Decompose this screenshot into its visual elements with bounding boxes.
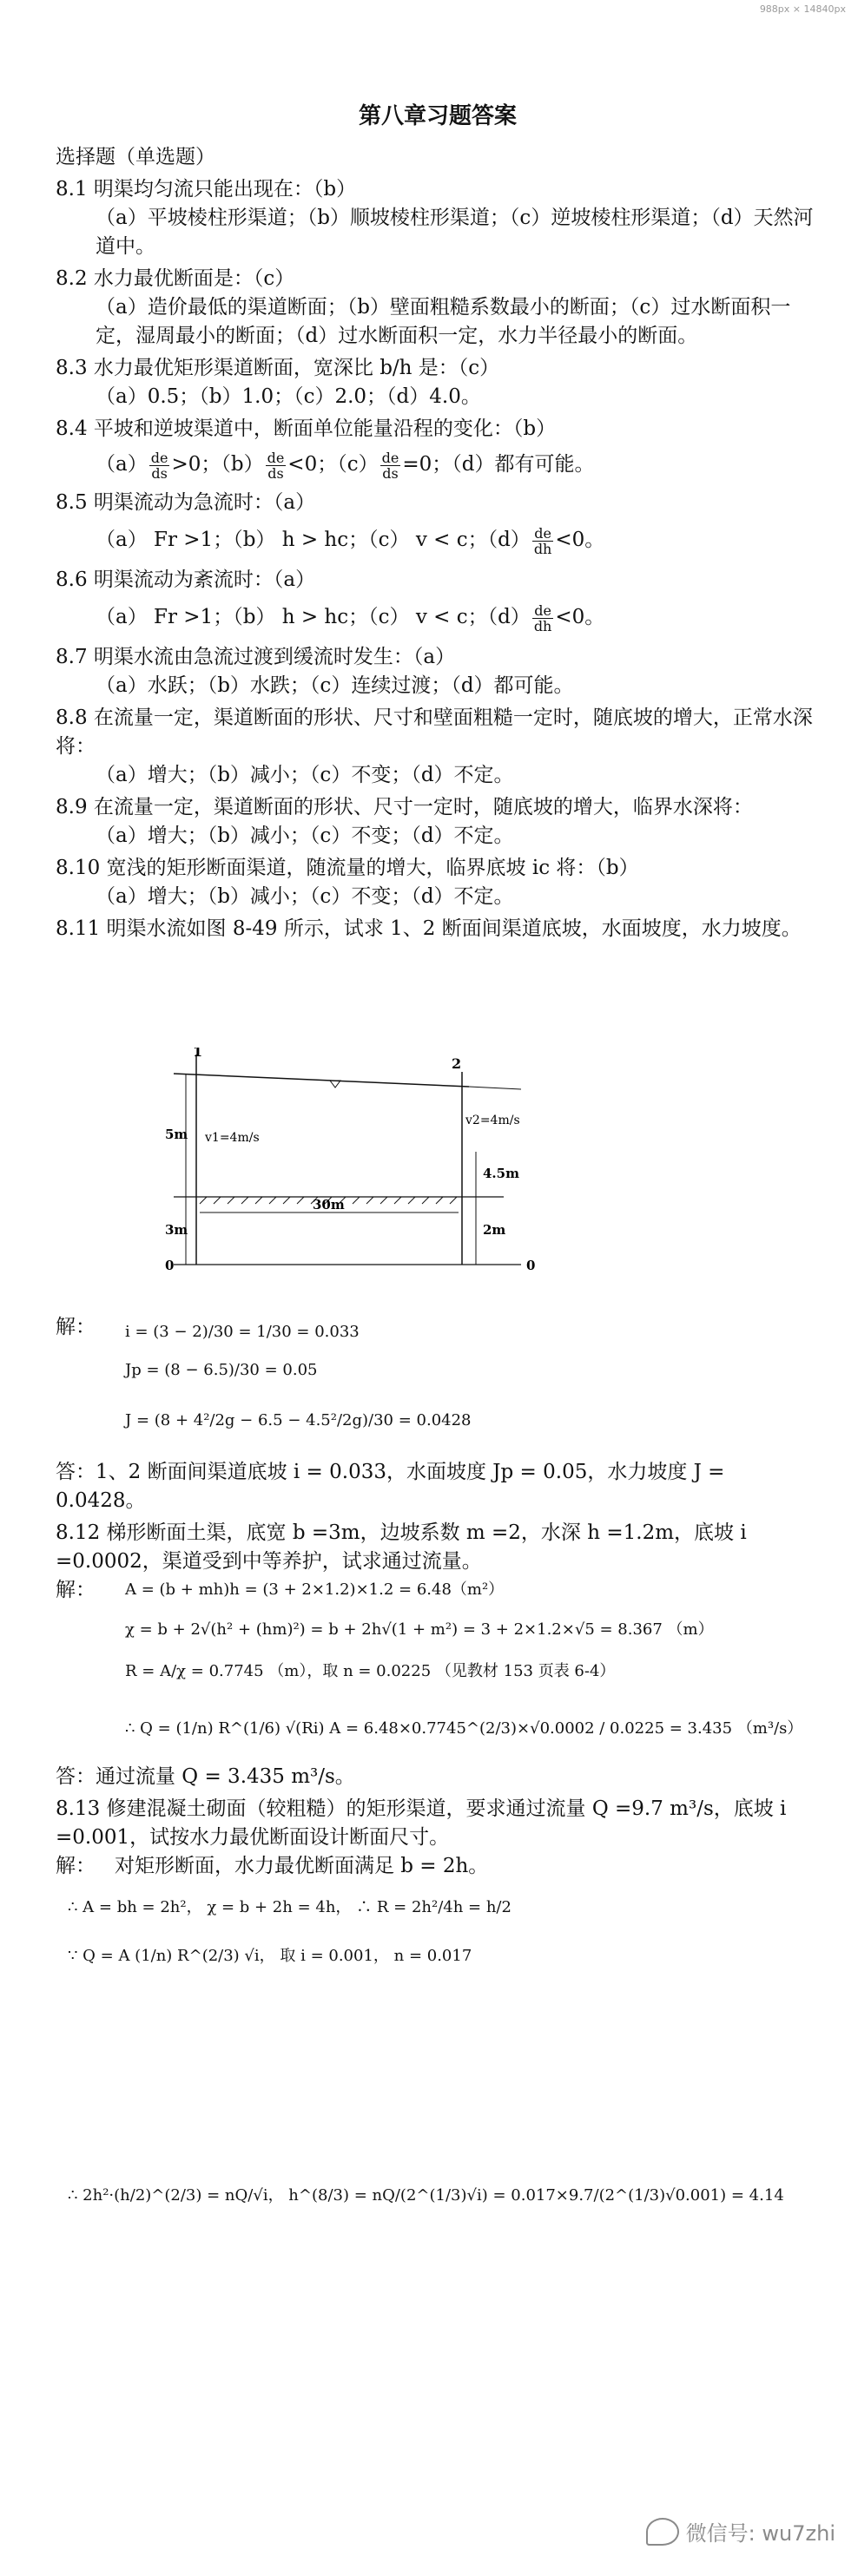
question-8-10: 8.10 宽浅的矩形断面渠道，随流量的增大，临界底坡 ic 将：（b） bbox=[56, 857, 639, 879]
solution-8-12-eq1: A = (b + mh)h = (3 + 2×1.2)×1.2 = 6.48（m²） bbox=[125, 1580, 505, 1599]
water-level-icon bbox=[330, 1081, 340, 1088]
label-30m: 30m bbox=[313, 1197, 345, 1212]
label-5m: 5m bbox=[165, 1127, 188, 1142]
question-8-7: 8.7 明渠水流由急流过渡到缓流时发生：（a） bbox=[56, 646, 456, 668]
question-8-6-options: （a） Fr >1；（b） h > hc；（c） v < c；（d） $\frac{de}{dh}$ <0。 bbox=[96, 601, 605, 634]
solution-8-12-eq4: ∴ Q = (1/n) R^(1/6) √(Ri) A = 6.48×0.7745^(2/3)×√0.0002 / 0.0225 = 3.435 （m³/s） bbox=[125, 1719, 803, 1738]
label-sec1: 1 bbox=[193, 1048, 203, 1060]
solution-8-11-label: 解： bbox=[56, 1316, 96, 1338]
solution-8-12-eq2: χ = b + 2√(h² + (hm)²) = b + 2h√(1 + m²) = 3 + 2×1.2×√5 = 8.367 （m） bbox=[125, 1620, 714, 1639]
question-8-6: 8.6 明渠流动为紊流时：（a） bbox=[56, 568, 316, 591]
question-8-12: 8.12 梯形断面土渠，底宽 b =3m，边坡系数 m =2，水深 h =1.2m，底坡 i =0.0002，渠道受到中等养护，试求通过流量。 bbox=[56, 1521, 747, 1573]
label-v2: v2=4m/s bbox=[465, 1114, 520, 1127]
solution-8-13-eq1: ∴ A = bh = 2h²， χ = b + 2h = 4h， ∴ R = 2h²/4h = h/2 bbox=[68, 1898, 512, 1916]
page-size-label: 988px × 14840px bbox=[759, 3, 846, 15]
question-8-1-options: （a）平坡棱柱形渠道；（b）顺坡棱柱形渠道；（c）逆坡棱柱形渠道；（d）天然河道中。 bbox=[96, 207, 814, 258]
question-8-4-options: （a） $\frac{de}{ds}$ >0；（b） $\frac{de}{ds}$ <0；（c） $\frac{de}{ds}$ =0；（d）都有可能。 bbox=[96, 449, 595, 482]
question-8-2-options: （a）造价最低的渠道断面；（b）壁面粗糙系数最小的断面；（c）过水断面积一定，湿周最小的断面；（d）过水断面积一定，水力半径最小的断面。 bbox=[96, 296, 791, 347]
question-8-11: 8.11 明渠水流如图 8-49 所示，试求 1、2 断面间渠道底坡，水面坡度，水力坡度。 bbox=[56, 917, 802, 940]
wechat-watermark: 微信号: wu7zhi bbox=[646, 2516, 835, 2546]
question-8-9: 8.9 在流量一定，渠道断面的形状、尺寸一定时，随底坡的增大，临界水深将： bbox=[56, 796, 753, 818]
answer-8-11: 答：1、2 断面间渠道底坡 i = 0.033，水面坡度 Jp = 0.05，水力坡度 J = 0.0428。 bbox=[56, 1461, 725, 1512]
water-surface-line bbox=[174, 1074, 469, 1087]
question-8-3: 8.3 水力最优矩形渠道断面，宽深比 b/h 是：（c） bbox=[56, 357, 500, 379]
wechat-icon bbox=[646, 2518, 679, 2546]
question-8-9-options: （a）增大；（b）减小；（c）不变；（d）不定。 bbox=[96, 825, 514, 847]
water-surface-ext bbox=[469, 1087, 521, 1089]
solution-8-11-eq2: Jp = (8 − 6.5)/30 = 0.05 bbox=[125, 1361, 318, 1379]
question-8-13: 8.13 修建混凝土砌面（较粗糙）的矩形渠道，要求通过流量 Q =9.7 m³/s，底坡 i =0.001，试按水力最优断面设计断面尺寸。 bbox=[56, 1797, 787, 1849]
page-title: 第八章习题答案 bbox=[358, 103, 517, 129]
solution-8-11-equations bbox=[125, 1321, 820, 1432]
document-body bbox=[56, 102, 820, 2207]
channel-diagram bbox=[139, 1048, 625, 1308]
label-sec2: 2 bbox=[452, 1055, 462, 1072]
question-8-10-options: （a）增大；（b）减小；（c）不变；（d）不定。 bbox=[96, 885, 514, 908]
question-8-1: 8.1 明渠均匀流只能出现在：（b） bbox=[56, 178, 357, 200]
label-4-5m: 4.5m bbox=[483, 1166, 519, 1181]
question-8-4: 8.4 平坡和逆坡渠道中，断面单位能量沿程的变化：（b） bbox=[56, 417, 557, 440]
solution-8-13-equations bbox=[68, 1896, 820, 2207]
question-8-5: 8.5 明渠流动为急流时：（a） bbox=[56, 491, 316, 514]
solution-8-12-eq3: R = A/χ = 0.7745 （m），取 n = 0.0225 （见教材 153 页表 6-4） bbox=[125, 1662, 616, 1680]
solution-8-13-label: 解： 对矩形断面，水力最优断面满足 b = 2h。 bbox=[56, 1855, 489, 1877]
solution-8-11-eq1: i = (3 − 2)/30 = 1/30 = 0.033 bbox=[125, 1323, 360, 1341]
section-heading: 选择题（单选题） bbox=[56, 146, 215, 168]
channel-diagram-svg bbox=[139, 1048, 625, 1308]
solution-8-12-label: 解： bbox=[56, 1579, 96, 1601]
question-8-2: 8.2 水力最优断面是：（c） bbox=[56, 267, 295, 290]
label-0-right: 0 bbox=[526, 1258, 536, 1273]
solution-8-11-eq3: J = (8 + 4²/2g − 6.5 − 4.5²/2g)/30 = 0.0428 bbox=[125, 1411, 472, 1429]
question-8-7-options: （a）水跃；（b）水跌；（c）连续过渡；（d）都可能。 bbox=[96, 674, 574, 697]
label-2m: 2m bbox=[483, 1222, 506, 1238]
label-0-left: 0 bbox=[165, 1258, 175, 1273]
question-8-8-options: （a）增大；（b）减小；（c）不变；（d）不定。 bbox=[96, 764, 514, 786]
label-v1: v1=4m/s bbox=[205, 1131, 260, 1145]
label-3m: 3m bbox=[165, 1222, 188, 1238]
solution-8-13-eq2: ∵ Q = A (1/n) R^(2/3) √i， 取 i = 0.001， n = 0.017 bbox=[68, 1947, 472, 1965]
solution-8-12-equations bbox=[125, 1579, 820, 1740]
question-8-8: 8.8 在流量一定，渠道断面的形状、尺寸和壁面粗糙一定时，随底坡的增大，正常水深将： bbox=[56, 706, 813, 758]
question-8-5-options: （a） Fr >1；（b） h > hc；（c） v < c；（d） $\frac{de}{dh}$ <0。 bbox=[96, 524, 605, 557]
question-8-3-options: （a）0.5；（b）1.0；（c）2.0；（d）4.0。 bbox=[96, 385, 481, 408]
solution-8-13-eq3: ∴ 2h²·(h/2)^(2/3) = nQ/√i， h^(8/3) = nQ/(2^(1/3)√i) = 0.017×9.7/(2^(1/3)√0.001) = 4.14 bbox=[68, 2186, 784, 2205]
answer-8-12: 答：通过流量 Q = 3.435 m³/s。 bbox=[56, 1765, 355, 1788]
